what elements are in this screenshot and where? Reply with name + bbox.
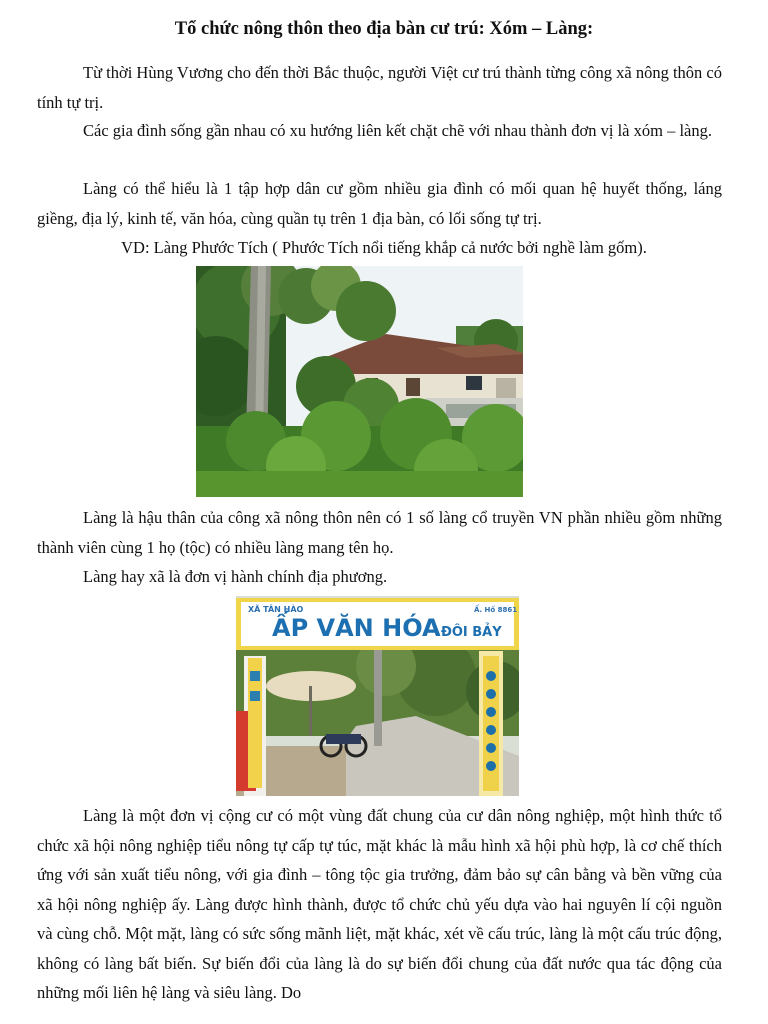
paragraph-5: Làng là hậu thân của công xã nông thôn nên có 1 số làng cổ truyền VN phần nhiều gồm những thành viên cùng 1 họ (tộc) có nhiều làng mang tên họ.	[37, 508, 722, 557]
village-gate-photo	[236, 596, 519, 796]
paragraph-1: Từ thời Hùng Vương cho đến thời Bắc thuộc, người Việt cư trú thành từng công xã nông thôn có tính tự trị.	[37, 63, 722, 112]
sign-main-text: ẤP VĂN HÓA	[272, 614, 441, 642]
paragraph-7: Làng là một đơn vị cộng cư có một vùng đất chung của cư dân nông nghiệp, một hình thức tổ chức xã hội nông nghiệp tiểu nông tự cấp tự túc, mặt khác là mẫu hình xã hội phù hợp, là cơ chế thích ứng với sản xuất tiểu nông, với gia đình – tông tộc gia trưởng, đảm bảo sự cân bằng và bền vững của xã hội nông nghiệp ấy. Làng được hình thành, được tổ chức chủ yếu dựa vào hai nguyên lí cội nguồn và cùng chỗ. Một mặt, làng có sức sống mãnh liệt, mặt khác, xét về cấu trúc, làng là một cấu trúc động, không có làng bất biến. Sự biến đổi của làng là do sự biến đổi chung của đất nước qua tác động của những mối liên hệ làng và siêu làng. Do	[37, 806, 722, 1002]
page-title: Tổ chức nông thôn theo địa bàn cư trú: Xóm – Làng:	[174, 19, 594, 39]
sign-small-left: XÃ TÂN HÀO	[248, 605, 304, 614]
sign-sub-text: .ĐÔI BẢY	[436, 625, 502, 640]
paragraph-6: Làng hay xã là đơn vị hành chính địa phương.	[83, 567, 388, 586]
paragraph-3: Làng có thể hiểu là 1 tập hợp dân cư gồm nhiều gia đình có mối quan hệ huyết thống, láng giềng, địa lý, kinh tế, văn hóa, cùng quần tụ trên 1 địa bàn, có lối sống tự trị.	[37, 179, 722, 228]
example-line: VD: Làng Phước Tích ( Phước Tích nổi tiếng khắp cả nước bởi nghề làm gốm).	[121, 238, 647, 257]
paragraph-2: Các gia đình sống gần nhau có xu hướng liên kết chặt chẽ với nhau thành đơn vị là xóm – làng.	[83, 121, 712, 140]
village-photo	[196, 266, 523, 497]
sign-small-right: Ấ. Hố 8861	[474, 606, 518, 614]
